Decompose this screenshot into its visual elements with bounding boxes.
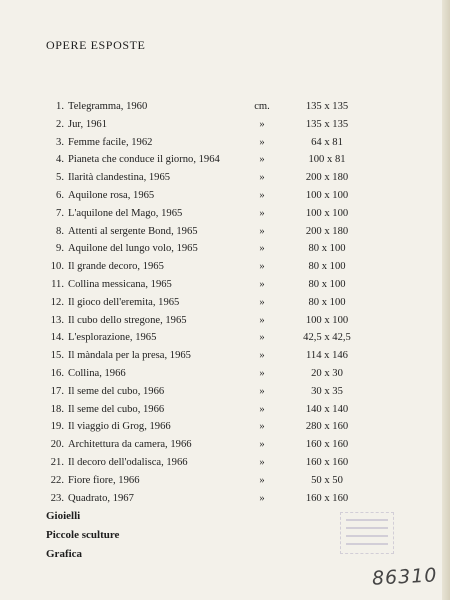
work-title: Il grande decoro, 1965 bbox=[68, 261, 164, 273]
work-title: Collina, 1966 bbox=[68, 367, 126, 379]
unit-mark: » bbox=[259, 332, 265, 344]
unit-mark: » bbox=[259, 243, 265, 255]
work-number: 23. bbox=[50, 492, 64, 504]
work-title: Collina messicana, 1965 bbox=[68, 278, 172, 290]
work-number: 21. bbox=[50, 456, 64, 468]
work-number: 20. bbox=[50, 439, 64, 451]
work-dimensions: 80 x 100 bbox=[308, 278, 346, 290]
work-number: 9. bbox=[56, 243, 64, 255]
work-dimensions: 64 x 81 bbox=[311, 136, 343, 148]
unit-mark: » bbox=[259, 474, 265, 486]
work-title: L'aquilone del Mago, 1965 bbox=[68, 207, 183, 219]
work-number: 19. bbox=[50, 421, 64, 433]
work-dimensions: 100 x 81 bbox=[308, 154, 346, 166]
work-title: Il cubo dello stregone, 1965 bbox=[68, 314, 187, 326]
list-item bbox=[0, 490, 450, 508]
list-item bbox=[0, 98, 450, 116]
list-item bbox=[0, 258, 450, 276]
unit-mark: cm. bbox=[254, 101, 270, 112]
list-item bbox=[0, 187, 450, 205]
list-item bbox=[0, 240, 450, 258]
work-title: Jur, 1961 bbox=[68, 118, 108, 130]
unit-mark: » bbox=[259, 172, 265, 184]
work-title: Il gioco dell'eremita, 1965 bbox=[68, 296, 180, 308]
work-dimensions: 100 x 100 bbox=[305, 314, 349, 326]
work-title: Pianeta che conduce il giorno, 1964 bbox=[68, 154, 220, 166]
work-number: 15. bbox=[50, 350, 64, 362]
work-number: 3. bbox=[56, 136, 64, 148]
unit-mark: » bbox=[259, 385, 265, 397]
work-number: 6. bbox=[56, 189, 64, 201]
unit-mark: » bbox=[259, 421, 265, 433]
work-title: Fiore fiore, 1966 bbox=[68, 474, 140, 486]
unit-mark: » bbox=[259, 189, 265, 201]
list-item bbox=[0, 418, 450, 436]
unit-mark: » bbox=[259, 456, 265, 468]
work-number: 18. bbox=[50, 403, 64, 415]
work-title: Aquilone del lungo volo, 1965 bbox=[68, 243, 198, 255]
work-dimensions: 140 x 140 bbox=[305, 403, 349, 415]
work-dimensions: 160 x 160 bbox=[305, 456, 349, 468]
work-dimensions: 20 x 30 bbox=[311, 367, 343, 379]
work-title: Femme facile, 1962 bbox=[68, 136, 153, 148]
work-number: 4. bbox=[56, 154, 64, 166]
work-title: Il decoro dell'odalisca, 1966 bbox=[68, 456, 188, 468]
list-item bbox=[0, 312, 450, 330]
work-title: Ilarità clandestina, 1965 bbox=[68, 172, 171, 184]
work-number: 1. bbox=[56, 101, 64, 112]
work-title: L'esplorazione, 1965 bbox=[68, 332, 157, 344]
list-item bbox=[0, 276, 450, 294]
work-dimensions: 135 x 135 bbox=[305, 118, 349, 130]
work-title: Il seme del cubo, 1966 bbox=[68, 403, 165, 415]
list-item bbox=[0, 151, 450, 169]
work-number: 8. bbox=[56, 225, 64, 237]
work-title: Attenti al sergente Bond, 1965 bbox=[68, 225, 198, 237]
unit-mark: » bbox=[259, 296, 265, 308]
list-item bbox=[0, 134, 450, 152]
list-item bbox=[0, 454, 450, 472]
work-number: 17. bbox=[50, 385, 64, 397]
work-number: 10. bbox=[50, 261, 64, 273]
list-item bbox=[0, 116, 450, 134]
handwritten-inventory-number: 86310 bbox=[371, 564, 438, 590]
list-item bbox=[0, 205, 450, 223]
work-dimensions: 30 x 35 bbox=[311, 385, 343, 397]
work-dimensions: 100 x 100 bbox=[305, 189, 349, 201]
work-dimensions: 114 x 146 bbox=[306, 350, 348, 362]
work-dimensions: 160 x 160 bbox=[305, 492, 349, 504]
work-dimensions: 80 x 100 bbox=[308, 243, 346, 255]
work-dimensions: 100 x 100 bbox=[305, 207, 349, 219]
unit-mark: » bbox=[259, 403, 265, 415]
list-item bbox=[0, 347, 450, 365]
section-piccole-sculture: Piccole sculture bbox=[46, 529, 120, 541]
work-number: 13. bbox=[50, 314, 64, 326]
work-title: Quadrato, 1967 bbox=[68, 492, 134, 504]
unit-mark: » bbox=[259, 154, 265, 166]
works-list bbox=[0, 98, 450, 507]
work-dimensions: 160 x 160 bbox=[305, 439, 349, 451]
section-grafica: Grafica bbox=[46, 548, 83, 560]
work-title: Architettura da camera, 1966 bbox=[68, 439, 192, 451]
unit-mark: » bbox=[259, 261, 265, 273]
unit-mark: » bbox=[259, 278, 265, 290]
work-dimensions: 200 x 180 bbox=[305, 225, 349, 237]
work-number: 5. bbox=[56, 172, 64, 184]
work-title: Il viaggio di Grog, 1966 bbox=[68, 421, 171, 433]
work-title: Il seme del cubo, 1966 bbox=[68, 385, 165, 397]
work-title: Telegramma, 1960 bbox=[68, 101, 148, 112]
work-number: 14. bbox=[50, 332, 64, 344]
list-item bbox=[0, 169, 450, 187]
list-item bbox=[0, 223, 450, 241]
list-item bbox=[0, 472, 450, 490]
list-item bbox=[0, 401, 450, 419]
unit-mark: » bbox=[259, 367, 265, 379]
list-item bbox=[0, 383, 450, 401]
unit-mark: » bbox=[259, 492, 265, 504]
unit-mark: » bbox=[259, 225, 265, 237]
work-dimensions: 50 x 50 bbox=[311, 474, 343, 486]
page-title: OPERE ESPOSTE bbox=[46, 38, 146, 52]
work-number: 16. bbox=[50, 367, 64, 379]
work-title: Aquilone rosa, 1965 bbox=[68, 189, 155, 201]
unit-mark: » bbox=[259, 118, 265, 130]
unit-mark: » bbox=[259, 314, 265, 326]
unit-mark: » bbox=[259, 439, 265, 451]
work-number: 12. bbox=[50, 296, 64, 308]
list-item bbox=[0, 329, 450, 347]
unit-mark: » bbox=[259, 350, 265, 362]
unit-mark: » bbox=[259, 207, 265, 219]
work-dimensions: 42,5 x 42,5 bbox=[303, 332, 351, 344]
work-number: 11. bbox=[51, 278, 64, 290]
list-item bbox=[0, 294, 450, 312]
work-number: 2. bbox=[56, 118, 64, 130]
work-title: Il màndala per la presa, 1965 bbox=[68, 350, 191, 362]
work-dimensions: 280 x 160 bbox=[305, 421, 349, 433]
unit-mark: » bbox=[259, 136, 265, 148]
work-dimensions: 200 x 180 bbox=[305, 172, 349, 184]
list-item bbox=[0, 436, 450, 454]
list-item bbox=[0, 365, 450, 383]
section-gioielli: Gioielli bbox=[46, 510, 81, 522]
work-number: 7. bbox=[56, 207, 64, 219]
work-dimensions: 80 x 100 bbox=[308, 261, 346, 273]
work-number: 22. bbox=[50, 474, 64, 486]
library-stamp bbox=[340, 512, 394, 554]
work-dimensions: 135 x 135 bbox=[305, 101, 349, 112]
work-dimensions: 80 x 100 bbox=[308, 296, 346, 308]
